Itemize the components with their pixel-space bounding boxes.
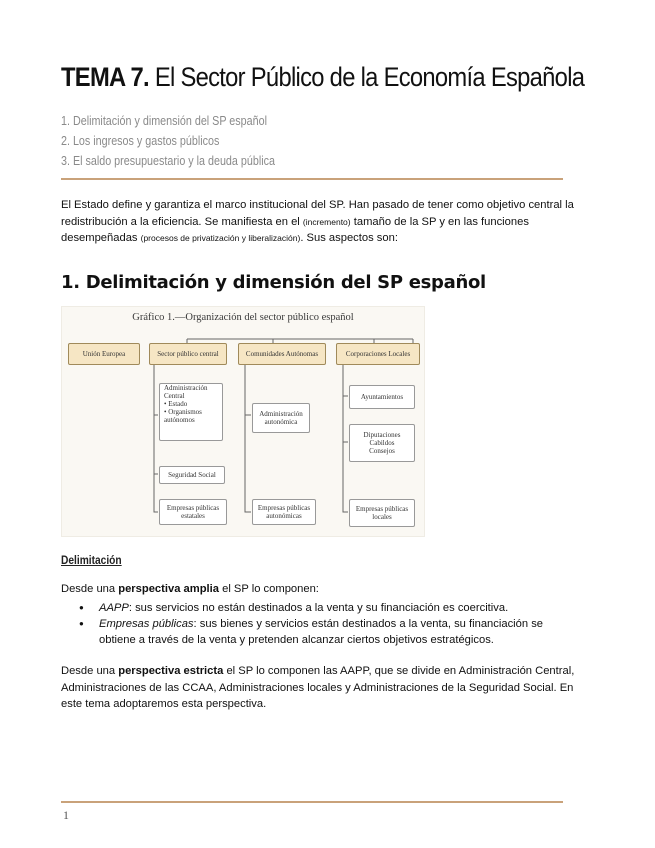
admin-central-label: Administración Central <box>164 384 208 400</box>
toc-item: 1. Delimitación y dimensión del SP español <box>61 114 267 128</box>
box-diputaciones <box>349 424 415 462</box>
amplia-paragraph <box>61 583 319 595</box>
admin-central-item: • Organismos autónomos <box>164 408 202 424</box>
bullet-term: Empresas públicas <box>99 618 194 630</box>
box-seguridad-social: Seguridad Social <box>159 466 225 484</box>
dip-label: Diputaciones <box>363 431 401 439</box>
estricta-pre: Desde una <box>61 665 119 677</box>
amplia-post: el SP lo componen: <box>218 583 319 595</box>
box-sector-publico-central: Sector público central <box>149 343 227 365</box>
document-title <box>61 62 584 93</box>
intro-text-1: El Estado define y garantiza el marco institucional del SP. Han pasado de tener como objetivo central la redistribución a la eficiencia. Se manifiesta en el <box>61 199 574 228</box>
top-divider <box>61 178 563 180</box>
admin-central-item: • Estado <box>164 400 188 408</box>
box-corporaciones-locales: Corporaciones Locales <box>336 343 420 365</box>
estricta-bold: perspectiva estricta <box>118 665 224 677</box>
intro-text-3: . Sus aspectos son: <box>300 232 398 244</box>
bullet-text: : sus servicios no están destinados a la venta y su financiación es coercitiva. <box>128 602 509 614</box>
figure-title: Gráfico 1.—Organización del sector público español <box>132 312 354 323</box>
amplia-pre: Desde una <box>61 583 119 595</box>
box-empresas-autonomicas: Empresas públicas autonómicas <box>252 499 316 525</box>
section-heading: 1. Delimitación y dimensión del SP español <box>61 272 486 293</box>
intro-note-2: (procesos de privatización y liberalización) <box>140 233 301 243</box>
toc-item: 3. El saldo presupuestario y la deuda pública <box>61 154 275 168</box>
intro-text-2: tamaño de la SP y en las funciones desempeñadas <box>61 215 529 244</box>
box-union-europea: Unión Europea <box>68 343 140 365</box>
toc-item: 2. Los ingresos y gastos públicos <box>61 134 220 148</box>
table-of-contents <box>61 111 310 171</box>
title-text: El Sector Público de la Economía Española <box>148 62 585 92</box>
list-item <box>79 600 579 616</box>
estricta-paragraph <box>61 663 576 713</box>
bottom-divider <box>61 801 563 803</box>
intro-note-1: (incremento) <box>302 216 351 227</box>
estricta-post: el SP lo componen las AAPP, que se divide en Administración Central, Administraciones de las CCAA, Administraciones locales y Administraciones de la Seguridad Social. En este tema adoptaremos esta perspectiva. <box>61 665 575 710</box>
dip-label: Cabildos <box>369 439 395 447</box>
box-empresas-estatales: Empresas públicas estatales <box>159 499 227 525</box>
amplia-bold: perspectiva amplia <box>118 583 219 595</box>
bullet-term: AAPP <box>99 602 129 614</box>
box-administracion-autonomica: Administración autonómica <box>252 403 310 433</box>
box-administracion-central <box>159 383 223 441</box>
box-empresas-locales: Empresas públicas locales <box>349 499 415 527</box>
bullet-list <box>79 600 579 648</box>
dip-label: Consejos <box>369 447 395 455</box>
delimitacion-heading: Delimitación <box>61 553 122 567</box>
page-number: 1 <box>63 808 69 822</box>
bullet-text: : sus bienes y servicios están destinados a la venta, su financiación se obtiene a través de la venta y pretenden alcanzar ciertos objetivos estratégicos. <box>99 618 544 646</box>
title-prefix: TEMA 7. <box>61 62 149 92</box>
box-ayuntamientos: Ayuntamientos <box>349 385 415 409</box>
intro-paragraph <box>61 197 576 247</box>
list-item <box>79 616 579 648</box>
box-comunidades-autonomas: Comunidades Autónomas <box>238 343 326 365</box>
org-chart-figure <box>61 306 425 537</box>
